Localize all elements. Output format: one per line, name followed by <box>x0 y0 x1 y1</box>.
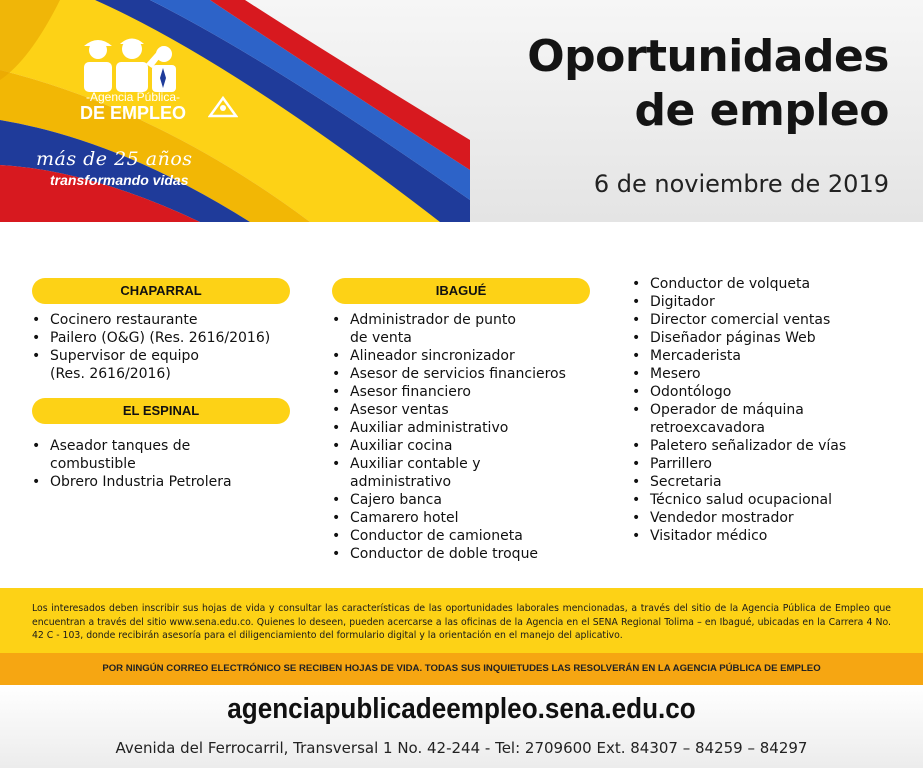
list-item: • Técnico salud ocupacional <box>632 491 922 509</box>
list-item: • Auxiliar cocina <box>332 437 622 455</box>
list-item: • Mercaderista <box>632 347 922 365</box>
list-item: • Conductor de doble troque <box>332 545 622 563</box>
list-item: • Asesor de servicios financieros <box>332 365 622 383</box>
tagline-years: más de 25 años <box>36 148 193 170</box>
list-item: • Director comercial ventas <box>632 311 922 329</box>
list-item: • Visitador médico <box>632 527 922 545</box>
list-item-continuation: combustible <box>50 456 136 472</box>
list-item: • Obrero Industria Petrolera <box>32 473 322 491</box>
list-item: • Vendedor mostrador <box>632 509 922 527</box>
list-item: • Conductor de volqueta <box>632 275 922 293</box>
tagline-lives: transformando vidas <box>50 172 189 188</box>
title-line-1: Oportunidades <box>527 31 889 82</box>
title-line-2: de empleo <box>634 85 889 136</box>
logo-agency-text: -Agencia Pública- <box>85 90 181 104</box>
list-item: • Asesor ventas <box>332 401 622 419</box>
list-item-continuation: retroexcavadora <box>650 420 765 436</box>
list-item: • Cajero banca <box>332 491 622 509</box>
list-item-continuation: administrativo <box>350 474 452 490</box>
list-item: • Odontólogo <box>632 383 922 401</box>
list-item: • Aseador tanques de <box>32 437 322 455</box>
section-label-ibague: IBAGUÉ <box>332 278 590 304</box>
page-title <box>527 30 889 138</box>
list-item: • Cocinero restaurante <box>32 311 322 329</box>
list-item: • Alineador sincronizador <box>332 347 622 365</box>
list-item: • Pailero (O&G) (Res. 2616/2016) <box>32 329 322 347</box>
info-panel <box>0 588 923 653</box>
job-list-ibague-continued <box>632 275 922 545</box>
list-item-continuation: de venta <box>350 330 412 346</box>
list-item: • Secretaria <box>632 473 922 491</box>
job-list-ibague <box>332 311 622 563</box>
list-item-continuation: (Res. 2616/2016) <box>50 366 171 382</box>
list-item: • Paletero señalizador de vías <box>632 437 922 455</box>
list-item: • Asesor financiero <box>332 383 622 401</box>
section-label-chaparral: CHAPARRAL <box>32 278 290 304</box>
list-item: • Diseñador páginas Web <box>632 329 922 347</box>
list-item: • Camarero hotel <box>332 509 622 527</box>
job-list-espinal <box>32 437 322 491</box>
header-banner <box>0 0 923 222</box>
publication-date: 6 de noviembre de 2019 <box>593 170 889 198</box>
sena-logo-icon <box>208 96 238 118</box>
list-item: • Digitador <box>632 293 922 311</box>
list-item: • Administrador de punto <box>332 311 622 329</box>
list-item: • Auxiliar contable y <box>332 455 622 473</box>
list-item: • Conductor de camioneta <box>332 527 622 545</box>
footer <box>0 685 923 768</box>
website-url: agenciapublicadeempleo.sena.edu.co <box>227 693 696 725</box>
list-item: • Supervisor de equipo <box>32 347 322 365</box>
info-text: Los interesados deben inscribir sus hojas de vida y consultar las características de las oportunidades laborales mencionadas, a través del sitio de la Agencia Pública de Empleo que encuentran a través del sitio www.sena.edu.co. Quienes lo deseen, pueden acercarse a las oficinas de la Agencia en el SENA Regional Tolima – en Ibagué, ubicadas en la Carrera 4 No. 42 C - 103, donde recibirán asesoría para el diligenciamiento del formulario digital y la orientación en el manejo del aplicativo. <box>32 603 891 641</box>
logo-empleo-text: DE EMPLEO <box>79 103 186 123</box>
list-item: • Parrillero <box>632 455 922 473</box>
notice-banner: POR NINGÚN CORREO ELECTRÓNICO SE RECIBEN HOJAS DE VIDA. TODAS SUS INQUIETUDES LAS RESOLVERÁN EN LA AGENCIA PÚBLICA DE EMPLEO <box>0 653 923 685</box>
contact-address: Avenida del Ferrocarril, Transversal 1 No. 42-244 - Tel: 2709600 Ext. 84307 – 84259 – 84297 <box>115 739 808 757</box>
section-label-espinal: EL ESPINAL <box>32 398 290 424</box>
workers-icon <box>70 38 180 93</box>
list-item: • Auxiliar administrativo <box>332 419 622 437</box>
list-item: • Mesero <box>632 365 922 383</box>
list-item: • Operador de máquina <box>632 401 922 419</box>
job-list-chaparral <box>32 311 322 383</box>
